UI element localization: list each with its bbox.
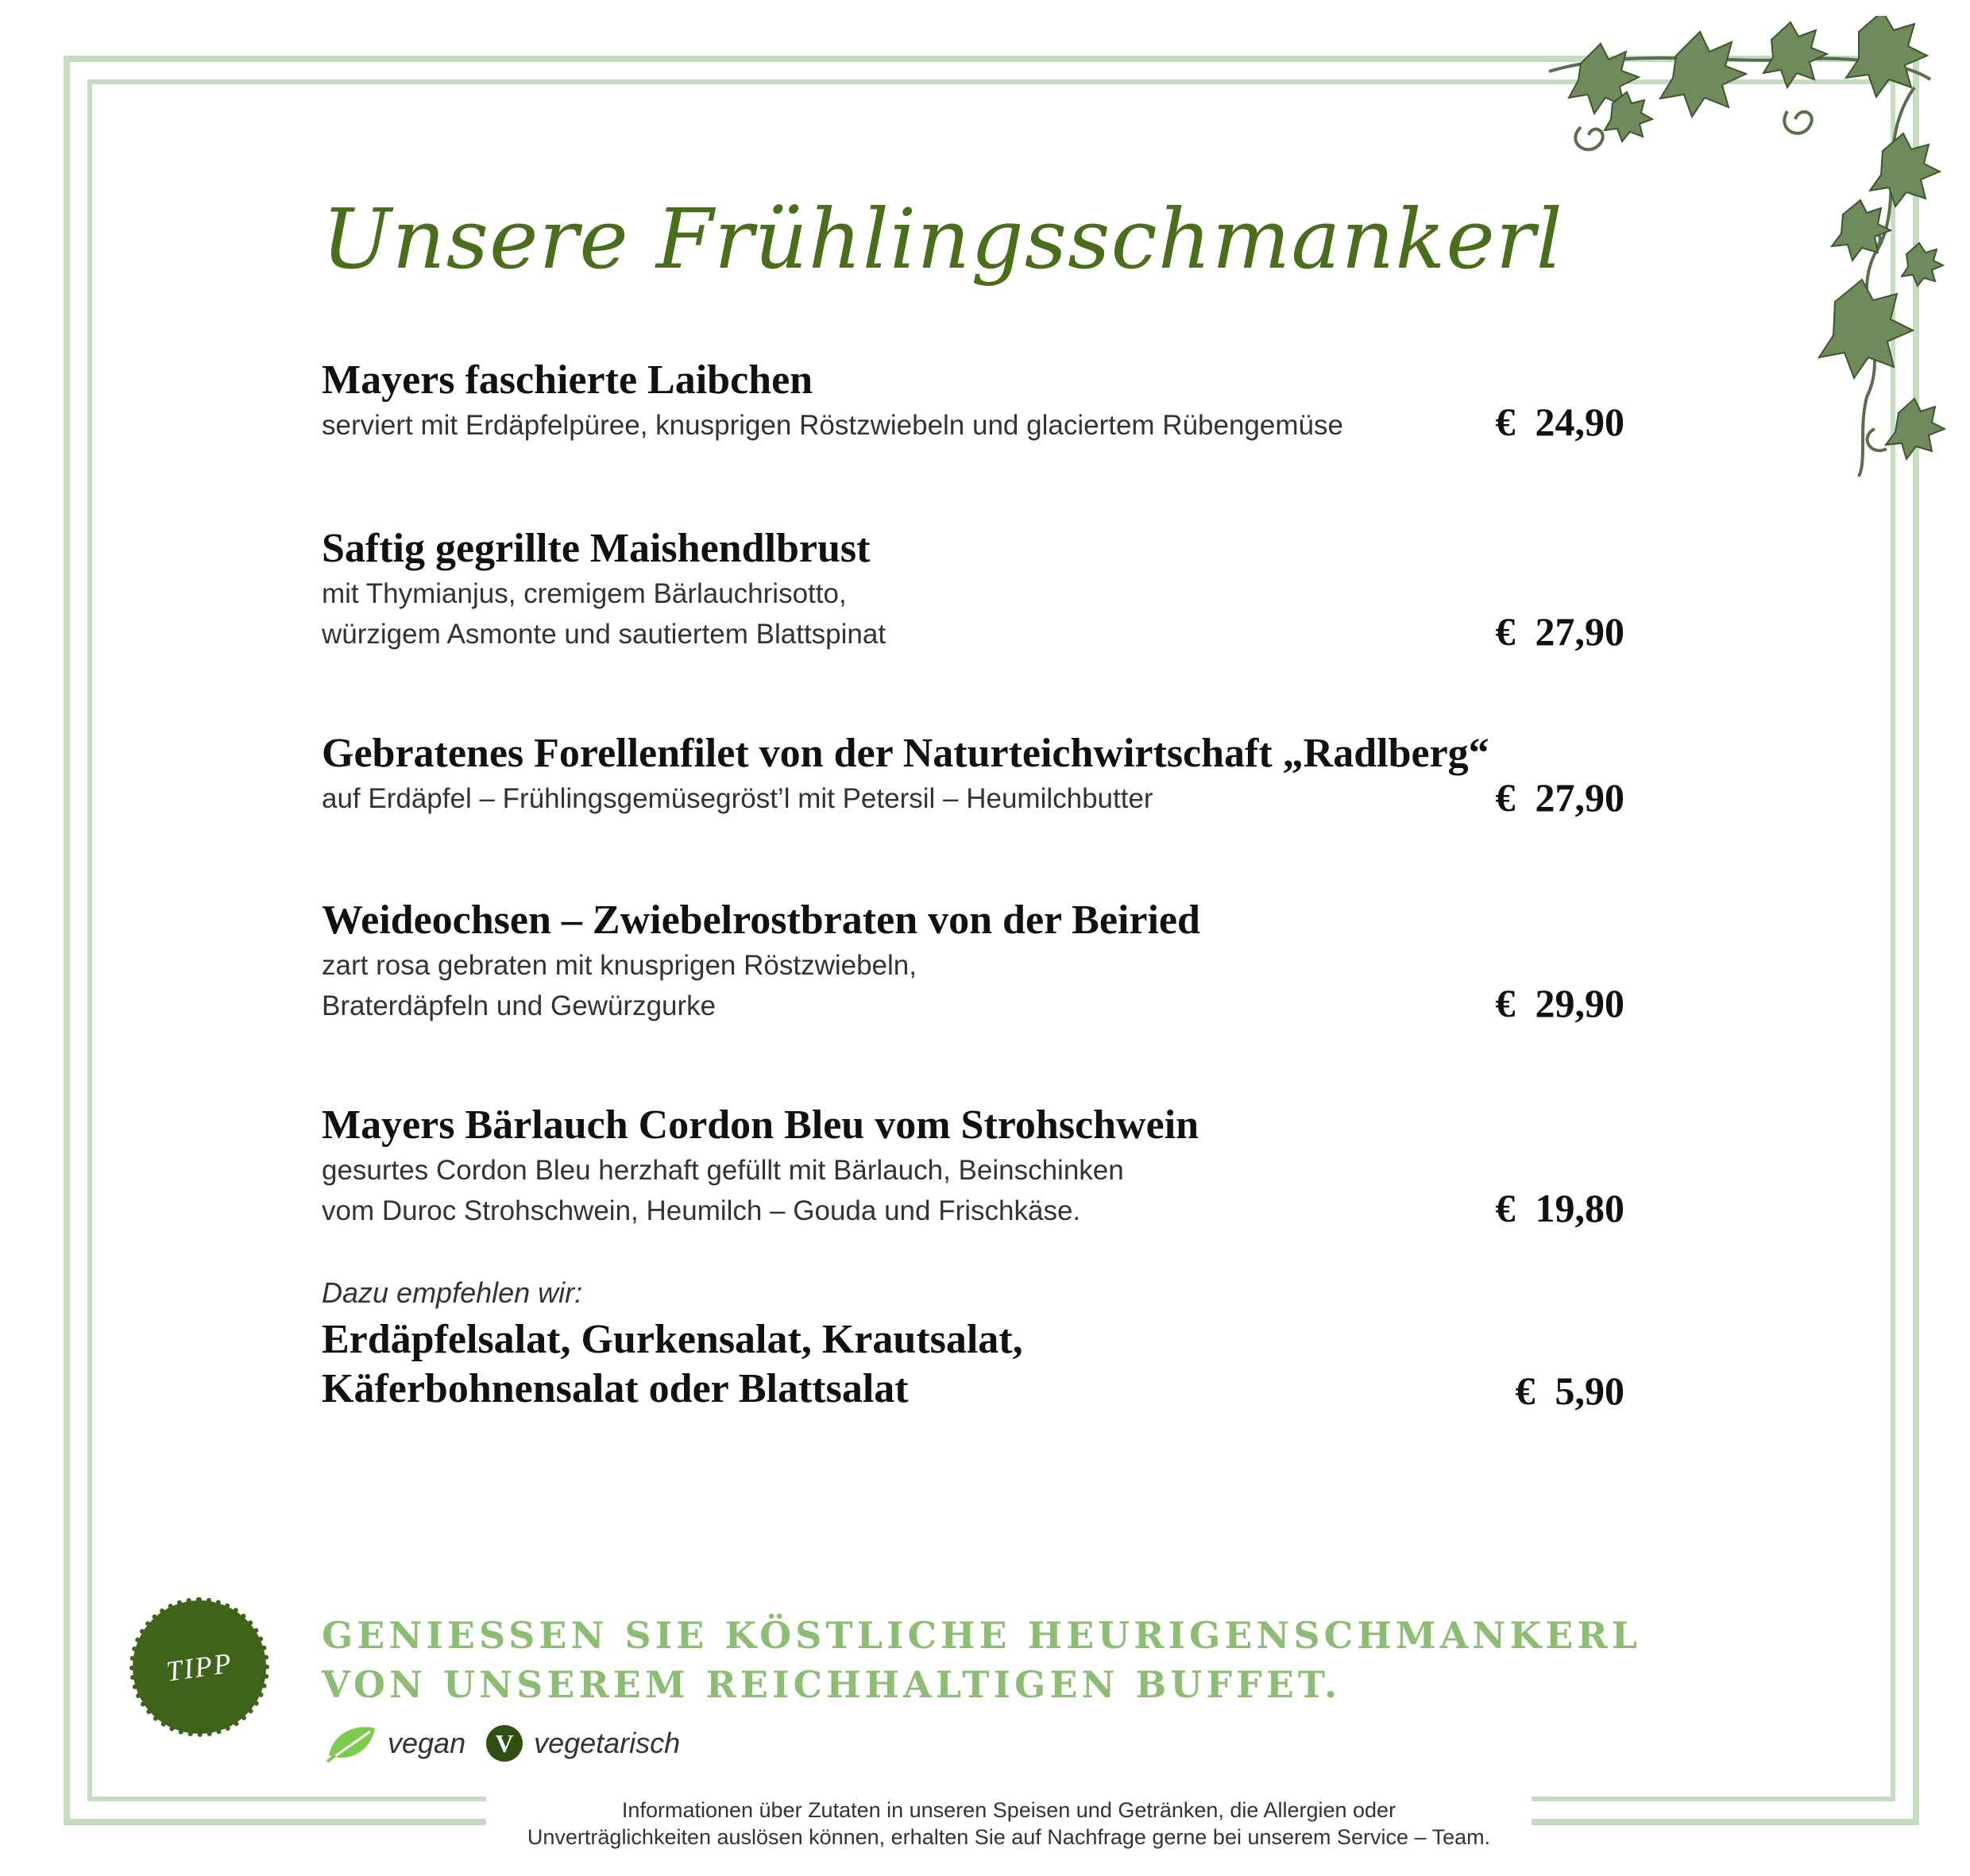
menu-item: [322, 356, 1624, 445]
dish-price: € 24,90: [1495, 400, 1624, 444]
dish-price: € 27,90: [1495, 775, 1624, 820]
dish-name: Mayers Bärlauch Cordon Bleu vom Strohschwein: [322, 1102, 1199, 1148]
dish-description: Braterdäpfeln und Gewürzgurke: [322, 990, 717, 1021]
allergen-footnote: [486, 1797, 1532, 1851]
recommendation-label: Dazu empfehlen wir:: [322, 1276, 583, 1309]
dish-description: zart rosa gebraten mit knusprigen Röstzwiebeln,: [322, 950, 917, 981]
dish-name: Mayers faschierte Laibchen: [322, 357, 813, 403]
tipp-badge-label: TIPP: [164, 1646, 235, 1688]
menu-item: [322, 1101, 1624, 1231]
dish-name: Gebratenes Forellenfilet von der Naturteichwirtschaft „Radlberg“: [322, 731, 1489, 776]
menu-item: [322, 729, 1624, 820]
vegan-label: vegan: [388, 1727, 466, 1759]
dish-name: Saftig gegrillte Maishendlbrust: [322, 526, 871, 571]
dish-price: € 27,90: [1495, 609, 1624, 654]
dish-price: € 19,80: [1495, 1186, 1624, 1230]
dish-description: würzigem Asmonte und sautiertem Blattspinat: [322, 619, 886, 650]
dish-name: Weideochsen – Zwiebelrostbraten von der Beiried: [322, 897, 1200, 943]
dish-description: gesurtes Cordon Bleu herzhaft gefüllt mit Bärlauch, Beinschinken: [322, 1155, 1124, 1186]
tip-line: GENIESSEN SIE KÖSTLICHE HEURIGENSCHMANKERL: [322, 1614, 1641, 1657]
dish-price: € 29,90: [1495, 981, 1624, 1025]
dish-description: serviert mit Erdäpfelpüree, knusprigen Röstzwiebeln und glaciertem Rübengemüse: [322, 410, 1343, 441]
vegetarian-icon: V: [486, 1725, 523, 1762]
dish-description: vom Duroc Strohschwein, Heumilch – Gouda und Frischkäse.: [322, 1195, 1081, 1226]
vegetarian-label: vegetarisch: [534, 1727, 681, 1759]
side-dish-price: € 5,90: [1515, 1368, 1624, 1413]
menu-item: [322, 524, 1624, 654]
menu-title: Unsere Frühlingsschmankerl: [322, 191, 1563, 288]
vegan-leaf-icon: [326, 1724, 378, 1763]
side-dish-recommendation: [322, 1271, 1624, 1414]
side-dish-line: Erdäpfelsalat, Gurkensalat, Krautsalat,: [322, 1317, 1023, 1362]
tipp-badge: [137, 1604, 262, 1730]
menu-item: [322, 896, 1624, 1026]
tip-line: VON UNSEREM REICHHALTIGEN BUFFET.: [322, 1663, 1342, 1706]
side-dish-line: Käferbohnensalat oder Blattsalat: [322, 1366, 909, 1411]
footnote-line: Unverträglichkeiten auslösen können, erhalten Sie auf Nachfrage gerne bei unserem Service – Team.: [527, 1825, 1491, 1849]
diet-legend: [326, 1724, 701, 1763]
dish-description: auf Erdäpfel – Frühlingsgemüsegröst’l mit Petersil – Heumilchbutter: [322, 783, 1153, 814]
footnote-line: Informationen über Zutaten in unseren Speisen und Getränken, die Allergien oder: [621, 1798, 1396, 1822]
dish-description: mit Thymianjus, cremigem Bärlauchrisotto,: [322, 578, 847, 609]
